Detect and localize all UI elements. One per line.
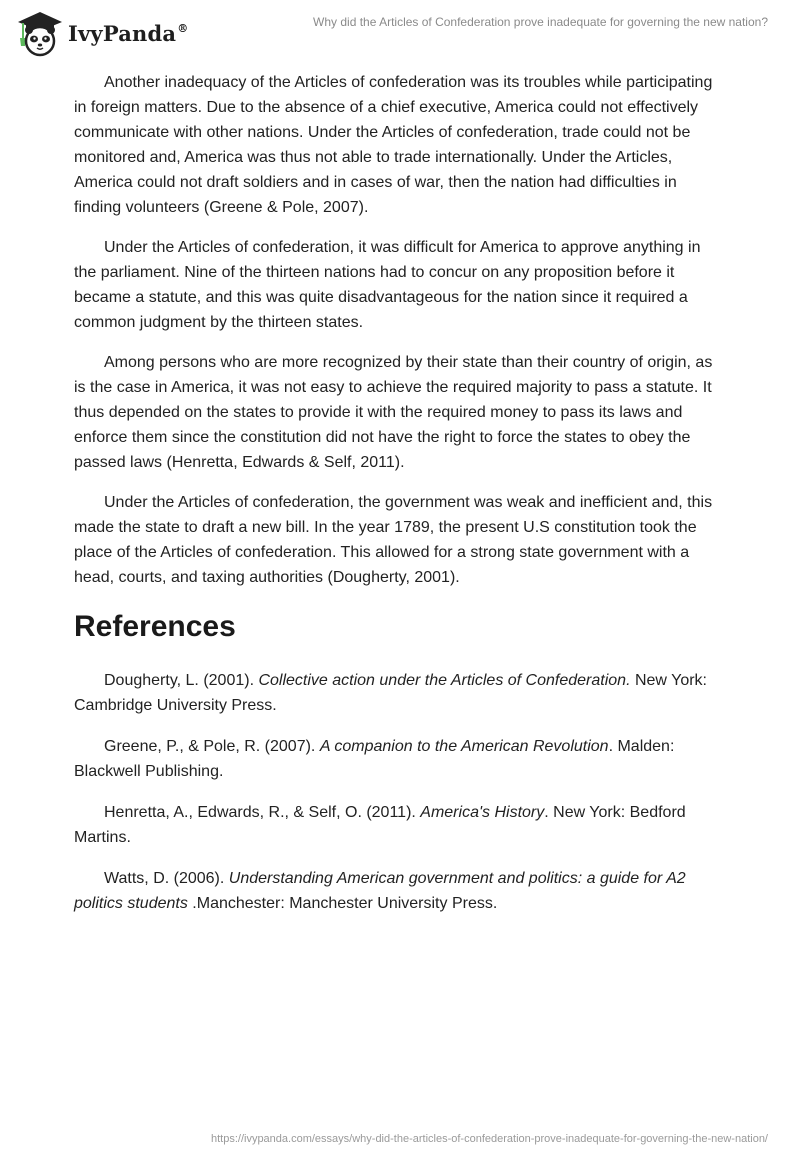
reference-publisher: . New York: Bedford Martins.	[74, 804, 686, 846]
reference-title: Understanding American government and politics: a guide for A2 politics students	[74, 870, 686, 912]
body-paragraph: Among persons who are more recognized by their state than their country of origin, as is the case in America, it was not easy to achieve the required majority to pass a statute. It thus depended on the states to provide it with the required money to pass its laws and enforce them since the constitution did not have the right to force the states to obey the passed laws (Henretta, Edwards & Self, 2011).	[74, 354, 713, 471]
essay-content	[74, 70, 724, 932]
references-heading: References	[74, 610, 236, 643]
reference-authors: Greene, P., & Pole, R. (2007).	[104, 738, 320, 755]
reference-item	[74, 734, 724, 784]
reference-publisher: .Manchester: Manchester University Press.	[187, 895, 498, 912]
source-url-link[interactable]: https://ivypanda.com/essays/why-did-the-articles-of-confederation-prove-inadequate-for-governing-the-new-nation/	[210, 1133, 768, 1145]
reference-item	[74, 668, 724, 718]
reference-publisher: New York: Cambridge University Press.	[74, 672, 707, 714]
reference-title: Collective action under the Articles of Confederation.	[258, 672, 631, 689]
reference-title: America's History	[420, 804, 545, 821]
logo-wordmark	[68, 21, 188, 46]
logo-text: IvyPanda	[68, 20, 177, 46]
reference-item	[74, 800, 724, 850]
page-title: Why did the Articles of Confederation prove inadequate for governing the new nation?	[313, 15, 768, 29]
site-logo[interactable]	[12, 8, 188, 58]
panda-logo-icon	[12, 8, 64, 58]
reference-title: A companion to the American Revolution	[319, 738, 609, 755]
body-paragraph: Another inadequacy of the Articles of confederation was its troubles while participating in foreign matters. Due to the absence of a chief executive, America could not effectively communicate with other nations. Under the Articles of confederation, trade could not be monitored and, America was thus not able to trade internationally. Under the Articles, America could not draft soldiers and in cases of war, then the nation had difficulties in finding volunteers (Greene & Pole, 2007).	[74, 74, 713, 216]
reference-authors: Dougherty, L. (2001).	[104, 672, 259, 689]
body-paragraph: Under the Articles of confederation, the government was weak and inefficient and, this made the state to draft a new bill. In the year 1789, the present U.S constitution took the place of the Articles of confederation. This allowed for a strong state government with a head, courts, and taxing authorities (Dougherty, 2001).	[74, 494, 713, 586]
reference-publisher: . Malden: Blackwell Publishing.	[74, 738, 675, 780]
reference-item	[74, 866, 724, 916]
reference-authors: Watts, D. (2006).	[104, 870, 229, 887]
registered-mark: ®	[177, 21, 189, 35]
reference-authors: Henretta, A., Edwards, R., & Self, O. (2011).	[104, 804, 421, 821]
body-paragraph: Under the Articles of confederation, it was difficult for America to approve anything in the parliament. Nine of the thirteen nations had to concur on any proposition before it became a statute, and this was quite disadvantageous for the nation since it required a common judgment by the thirteen states.	[74, 239, 701, 331]
